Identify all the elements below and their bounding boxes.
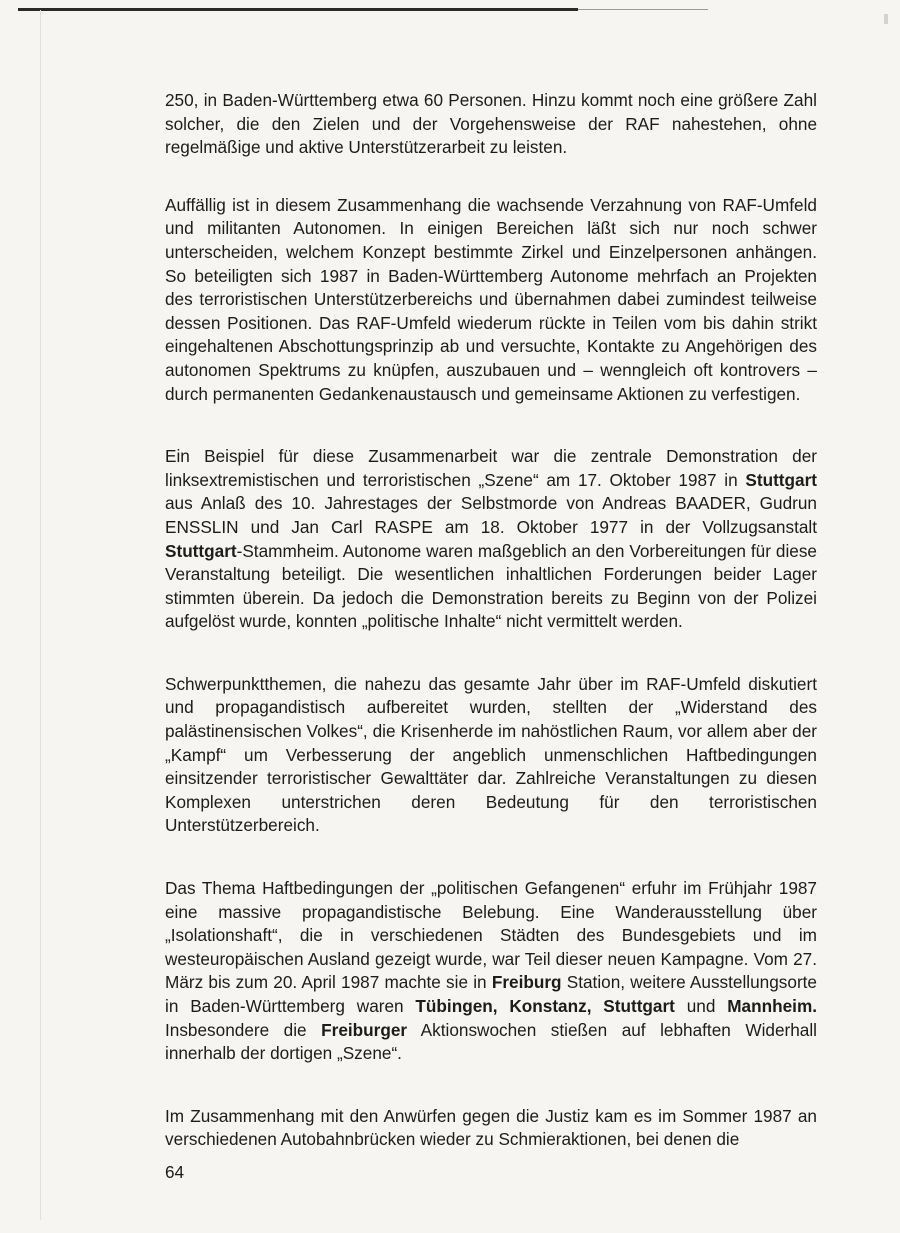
- text-run: aus Anlaß des 10. Jahrestages der Selbstmorde von Andreas BAADER, Gudrun ENSSLIN und Jan Carl RASPE am 18. Oktober 1977 in der Vollzugsanstalt: [165, 493, 817, 537]
- paragraph-2: [165, 194, 817, 406]
- bold-run: Freiburg: [491, 972, 562, 993]
- bold-run: Freiburger: [321, 1019, 408, 1040]
- bold-run: Mannheim.: [727, 996, 817, 1016]
- text-run: Im Zusammenhang mit den Anwürfen gegen die Justiz kam es im Sommer 1987 an verschiedenen Autobahnbrücken wieder zu Schmieraktionen, bei denen die: [165, 1105, 817, 1150]
- paragraph-3: [165, 445, 817, 634]
- paragraph-4: [165, 673, 817, 838]
- text-run: Auffällig ist in diesem Zusammenhang die wachsende Verzahnung von RAF-Umfeld und militanten Autonomen. In einigen Bereichen läßt sich nur noch schwer unterscheiden, welchem Konzept bestimmte Zirkel und Einzelpersonen anhängen. So beteiligten sich 1987 in Baden-Württemberg Autonome mehrfach an Projekten des terroristischen Unterstützerbereichs und übernahmen dabei zumindest teilweise dessen Positionen. Das RAF-Umfeld wiederum rückte in Teilen vom bis dahin strikt eingehaltenen Abschottungsprinzip ab und versuchte, Kontakte zu Angehörigen des autonomen Spektrums zu knüpfen, auszubauen und – wenngleich oft kontrovers – durch permanenten Gedankenaustausch und gemeinsame Aktionen zu verfestigen.: [165, 194, 817, 404]
- body-text: [165, 89, 817, 1152]
- bold-run: Tübingen, Konstanz, Stuttgart: [415, 996, 675, 1016]
- scan-left-edge: [40, 10, 41, 1220]
- bold-run: Stuttgart: [165, 540, 237, 561]
- text-run: Schwerpunktthemen, die nahezu das gesamte Jahr über im RAF-Umfeld diskutiert und propagandistisch aufbereitet wurden, stellten der „Widerstand des palästinensischen Volkes“, die Krisenherde im nahöstlichen Raum, vor allem aber der „Kampf“ um Verbesserung der angeblich unmenschlichen Haftbedingungen einsitzender terroristischer Gewalttäter dar. Zahlreiche Veranstaltungen zu diesen Komplexen unterstrichen deren Bedeutung für den terroristischen Unterstützerbereich.: [165, 673, 817, 836]
- scan-speck: [884, 14, 888, 24]
- text-run: Aktionswochen stießen auf lebhaften Widerhall innerhalb der dortigen „Szene“.: [165, 1019, 817, 1064]
- bold-run: Stuttgart: [745, 469, 817, 490]
- text-run: -Stammheim. Autonome waren maßgeblich an den Vorbereitungen für diese Veranstaltung beteiligt. Die wesentlichen inhaltlichen Forderungen beider Lager stimmten überein. Da jedoch die Demonstration bereits zu Beginn von der Polizei aufgelöst wurde, konnten „politische Inhalte“ nicht vermittelt werden.: [165, 540, 817, 632]
- text-run: und: [674, 996, 728, 1016]
- scan-top-border-fade: [578, 9, 708, 10]
- paragraph-1: [165, 89, 817, 160]
- text-run: 250, in Baden-Württemberg etwa 60 Personen. Hinzu kommt noch eine größere Zahl solcher, die den Zielen und der Vorgehensweise der RAF nahestehen, ohne regelmäßige und aktive Unterstützerarbeit zu leisten.: [165, 90, 817, 158]
- paragraph-5: [165, 877, 817, 1066]
- scan-top-border: [18, 8, 578, 11]
- paragraph-6: [165, 1105, 817, 1152]
- text-run: Das Thema Haftbedingungen der „politischen Gefangenen“ erfuhr im Frühjahr 1987 eine massive propagandistische Belebung. Eine Wanderausstellung über „Isolationshaft“, die in verschiedenen Städten des Bundesgebiets und im westeuropäischen Ausland gezeigt wurde, war Teil dieser neuen Kampagne. Vom 27. März bis zum 20. April 1987 machte sie in: [165, 878, 817, 993]
- text-run: Ein Beispiel für diese Zusammenarbeit war die zentrale Demonstration der linksextremistischen und terroristischen „Szene“ am 17. Oktober 1987 in: [165, 446, 817, 490]
- text-run: Station, weitere Ausstellungsorte in Baden-Württemberg waren: [165, 972, 817, 1016]
- page-number: 64: [165, 1162, 185, 1182]
- text-run: Insbesondere die: [165, 1019, 322, 1040]
